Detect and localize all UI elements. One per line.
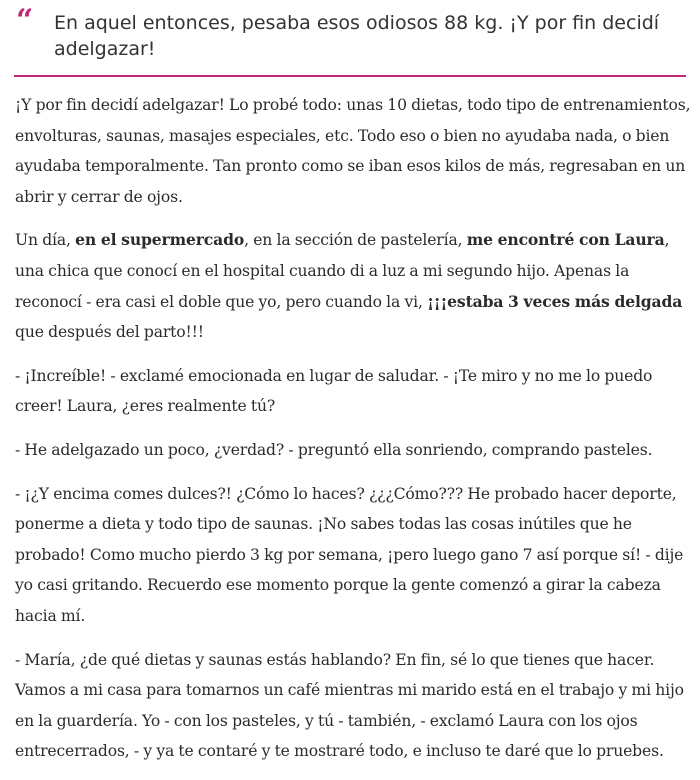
paragraph-2-text-4: que después del parto!!! <box>15 323 204 342</box>
paragraph-1: ¡Y por fin decidí adelgazar! Lo probé todo: unas 10 dietas, todo tipo de entrenamientos, envolturas, saunas, masajes especiales, etc. Todo eso o bien no ayudaba nada, o bien ayudaba temporalmente. Tan pronto como se iban esos kilos de más, regresaban en un abrir y cerrar de ojos. <box>15 96 691 206</box>
paragraph-2-bold-2: me encontré con Laura <box>466 230 665 250</box>
paragraph-3: - ¡Increíble! - exclamé emocionada en lugar de saludar. - ¡Te miro y no me lo puedo creer! Laura, ¿eres realmente tú? <box>15 366 653 416</box>
paragraph-2-text-1: Un día, <box>15 231 76 250</box>
paragraph-6: - María, ¿de qué dietas y saunas estás hablando? En fin, sé lo que tienes que hacer. Vamos a mi casa para tomarnos un café mientras mi marido está en el trabajo y mi hijo en la guardería. Yo - con los pasteles, y tú - también, - exclamó Laura con los ojos entrecerrados, - y ya te contaré y te mostraré todo, e incluso te daré que lo pruebes. <box>15 650 684 761</box>
paragraph-2-bold-1: en el supermercado <box>75 230 245 250</box>
paragraph-2-text-2: , en la sección de pastelería, <box>244 231 467 250</box>
paragraph-4: - He adelgazado un poco, ¿verdad? - preguntó ella sonriendo, comprando pasteles. <box>15 440 653 459</box>
paragraph-5: - ¡¿Y encima comes dulces?! ¿Cómo lo haces? ¿¿¿Cómo??? He probado hacer deporte, ponerme a dieta y todo tipo de saunas. ¡No sabes todas las cosas inútiles que he probado! Como mucho pierdo 3 kg por semana, ¡pero luego gano 7 así porque sí! - dije yo casi gritando. Recuerdo ese momento porque la gente comenzó a girar la cabeza hacia mí. <box>15 484 684 625</box>
paragraph-2-bold-3: ¡¡¡estaba 3 veces más delgada <box>427 291 683 311</box>
pull-quote-text: En aquel entonces, pesaba esos odiosos 88 kg. ¡Y por fin decidí adelgazar! <box>54 12 660 60</box>
pull-quote <box>14 3 686 62</box>
quote-divider <box>14 75 686 77</box>
paragraph-2 <box>15 225 695 347</box>
quote-mark-icon: “ <box>16 3 34 38</box>
paragraph-2-text-3: , una chica que conocí en el hospital cuando di a luz a mi segundo hijo. Apenas la reconocí - era casi el doble que yo, pero cuando la vi, <box>15 231 670 311</box>
article-body <box>15 90 695 767</box>
